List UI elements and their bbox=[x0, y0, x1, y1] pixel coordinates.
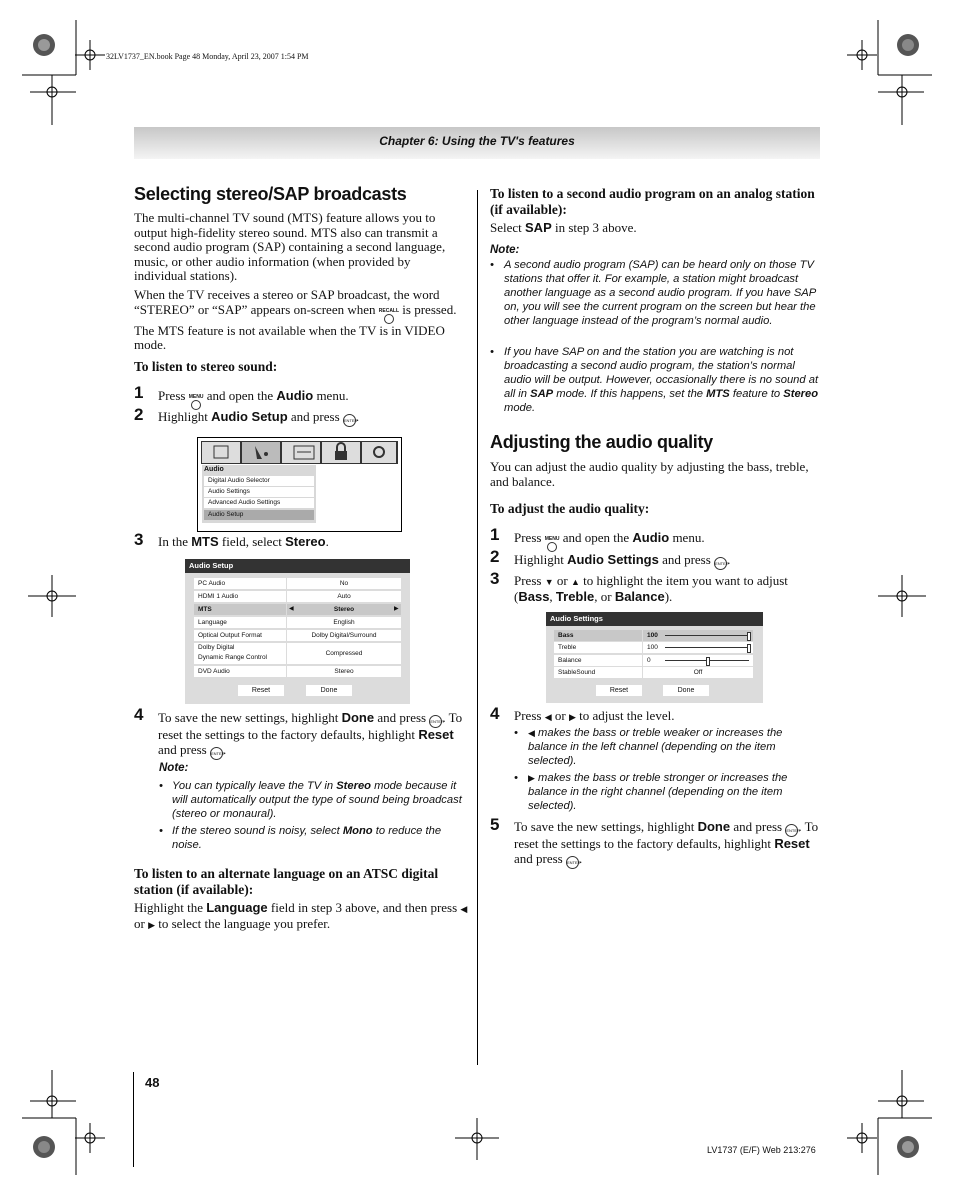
note-heading: Note: bbox=[490, 244, 520, 256]
setting-number: 100 bbox=[647, 644, 658, 651]
section-title-audio-quality: Adjusting the audio quality bbox=[490, 432, 713, 452]
level-slider[interactable] bbox=[665, 635, 749, 636]
done-button[interactable]: Done bbox=[306, 685, 352, 696]
setting-label: Bass bbox=[554, 630, 642, 641]
enter-button-icon: ENTER bbox=[429, 715, 442, 728]
setting-value[interactable]: Stereo bbox=[287, 666, 401, 677]
step-text: Highlight Audio Setup and press ENTER. bbox=[158, 410, 359, 427]
subheading-sap: To listen to a second audio program on an analog station (if available): bbox=[490, 186, 815, 217]
audio-settings-screen bbox=[546, 612, 763, 703]
left-arrow-icon: ◀ bbox=[544, 712, 552, 722]
enter-button-icon: ENTER bbox=[343, 414, 356, 427]
step-number: 4 bbox=[490, 704, 500, 723]
subheading-stereo: To listen to stereo sound: bbox=[134, 359, 278, 374]
step-number: 3 bbox=[134, 530, 144, 549]
left-arrow-icon[interactable]: ◀ bbox=[289, 606, 294, 612]
menu-item[interactable]: Advanced Audio Settings bbox=[204, 498, 314, 508]
note-bullet: • If the stereo sound is noisy, select Mono to reduce the noise. bbox=[159, 825, 442, 851]
step-number: 2 bbox=[134, 405, 144, 424]
slider-handle[interactable] bbox=[706, 657, 710, 666]
setting-value[interactable] bbox=[643, 642, 753, 653]
right-arrow-icon: ▶ bbox=[148, 919, 156, 930]
print-info: 32LV1737_EN.book Page 48 Monday, April 23, 2007 1:54 PM bbox=[106, 52, 309, 61]
setting-label: Optical Output Format bbox=[194, 630, 286, 641]
note-bullet: • If you have SAP on and the station you are watching is not broadcasting a second audio program, the station’s normal audio will be output. However, occasionally there is no sound at all in SAP mode. If this happens, set the MTS feature to Stereo mode. bbox=[490, 346, 819, 414]
right-arrow-icon[interactable]: ▶ bbox=[394, 606, 399, 612]
setting-label: HDMI 1 Audio bbox=[194, 591, 286, 602]
setting-value[interactable]: Dolby Digital/Surround bbox=[287, 630, 401, 641]
step-text: Press ◀ or ▶ to adjust the level. bbox=[514, 708, 675, 723]
level-slider[interactable] bbox=[665, 660, 749, 661]
menu-button-icon: MENU bbox=[189, 395, 204, 410]
level-bullet: • ▶ makes the bass or treble stronger or increases the balance in the right channel (depending on the item selected). bbox=[514, 772, 788, 812]
reset-button[interactable]: Reset bbox=[238, 685, 284, 696]
recall-button-icon: RECALL bbox=[379, 309, 399, 324]
setting-number: 100 bbox=[647, 632, 658, 639]
sap-text: Select SAP in step 3 above. bbox=[490, 220, 637, 235]
note-bullet: • You can typically leave the TV in Stereo mode because it will automatically output the type of sound being broadcast (stereo or monaural). bbox=[159, 780, 462, 820]
note-bullet: • A second audio program (SAP) can be heard only on those TV stations that offer it. For example, a station might broadcast another language as a second audio program. If you have SAP on, you will see the current program on the screen but hear the other language instead of the program’s normal audio. bbox=[490, 259, 816, 327]
setting-value[interactable]: Stereo bbox=[287, 604, 401, 615]
right-arrow-icon: ▶ bbox=[568, 712, 576, 722]
step-text: In the MTS field, select Stereo. bbox=[158, 534, 329, 549]
subheading-adjust: To adjust the audio quality: bbox=[490, 501, 650, 516]
reset-button[interactable]: Reset bbox=[596, 685, 642, 696]
enter-button-icon: ENTER bbox=[714, 557, 727, 570]
menu-item-selected[interactable]: Audio Setup bbox=[204, 510, 314, 520]
setting-value[interactable]: Off bbox=[643, 667, 753, 678]
setting-label: DVD Audio bbox=[194, 666, 286, 677]
setting-label: Treble bbox=[554, 642, 642, 653]
level-slider[interactable] bbox=[665, 647, 749, 648]
page-number-rule bbox=[133, 1072, 134, 1167]
page-number: 48 bbox=[145, 1075, 160, 1090]
setting-label: Balance bbox=[554, 655, 642, 666]
setting-label: Dolby Digital Dynamic Range Control bbox=[194, 643, 286, 664]
step-number: 3 bbox=[490, 569, 500, 588]
setting-label: PC Audio bbox=[194, 578, 286, 589]
step-text: To save the new settings, highlight Done and press ENTER. To reset the settings to the factory defaults, highlight Reset and press ENTER. bbox=[158, 711, 468, 760]
setting-value[interactable]: Auto bbox=[287, 591, 401, 602]
setting-value[interactable] bbox=[643, 630, 753, 641]
step-text: To save the new settings, highlight Done and press ENTER. To reset the settings to the factory defaults, highlight Reset and press ENTER. bbox=[514, 820, 824, 869]
audio-setup-screen bbox=[185, 559, 410, 704]
note-heading: Note: bbox=[159, 762, 189, 774]
footer-code: LV1737 (E/F) Web 213:276 bbox=[707, 1145, 816, 1155]
section-title-stereo-sap: Selecting stereo/SAP broadcasts bbox=[134, 184, 407, 204]
done-button[interactable]: Done bbox=[663, 685, 709, 696]
menu-item[interactable]: Audio Settings bbox=[204, 487, 314, 497]
setting-label: MTS bbox=[194, 604, 286, 615]
step-text: Press ▼ or ▲ to highlight the item you want to adjust (Bass, Treble, or Balance). bbox=[514, 573, 788, 604]
step-number: 5 bbox=[490, 815, 500, 834]
column-divider bbox=[477, 190, 478, 1065]
slider-handle[interactable] bbox=[747, 632, 751, 641]
screen-title: Audio Setup bbox=[189, 561, 234, 570]
setting-label: StableSound bbox=[554, 667, 642, 678]
menu-button-icon: MENU bbox=[545, 537, 560, 552]
setting-value[interactable]: No bbox=[287, 578, 401, 589]
chapter-header: Chapter 6: Using the TV's features bbox=[379, 134, 575, 148]
enter-button-icon: ENTER bbox=[785, 824, 798, 837]
step-number: 1 bbox=[134, 383, 144, 402]
subheading-alt-language: To listen to an alternate language on an ATSC digital station (if available): bbox=[134, 866, 439, 897]
enter-button-icon: ENTER bbox=[210, 747, 223, 760]
right-arrow-icon: ▶ bbox=[528, 773, 535, 783]
level-bullet: • ◀ makes the bass or treble weaker or increases the balance in the left channel (depending on the item selected). bbox=[514, 727, 783, 767]
up-arrow-icon: ▲ bbox=[570, 577, 580, 587]
alt-language-text: Highlight the Language field in step 3 above, and then press ◀ or ▶ to select the language you prefer. bbox=[134, 900, 468, 931]
menu-item[interactable]: Digital Audio Selector bbox=[204, 476, 314, 486]
audio-menu-screen bbox=[197, 437, 402, 532]
step-number: 2 bbox=[490, 547, 500, 566]
left-arrow-icon: ◀ bbox=[460, 904, 468, 914]
screen-title: Audio Settings bbox=[550, 614, 603, 623]
left-arrow-icon: ◀ bbox=[528, 728, 535, 738]
setting-value[interactable] bbox=[643, 655, 753, 666]
mts-paragraph: When the TV receives a stereo or SAP broadcast, the word “STEREO” or “SAP” appears on-screen when RECALL is pressed. The MTS feature is not available when the TV is in VIDEO mode. bbox=[134, 287, 457, 352]
step-text: Press MENU and open the Audio menu. bbox=[158, 389, 349, 410]
down-arrow-icon: ▼ bbox=[544, 577, 554, 587]
slider-handle[interactable] bbox=[747, 644, 751, 653]
menu-header: Audio bbox=[204, 466, 224, 473]
step-number: 1 bbox=[490, 525, 500, 544]
step-text: Press MENU and open the Audio menu. bbox=[514, 531, 705, 552]
step-number: 4 bbox=[134, 705, 144, 724]
intro-paragraph: The multi-channel TV sound (MTS) feature allows you to output high-fidelity stereo sound. MTS also can transmit a second audio program (SAP) containing a second language, music, or other audio information (when provided by individual stations). bbox=[134, 210, 446, 283]
setting-value[interactable]: Compressed bbox=[287, 643, 401, 664]
setting-label: Language bbox=[194, 617, 286, 628]
step-text: Highlight Audio Settings and press ENTER. bbox=[514, 553, 730, 570]
setting-value[interactable]: English bbox=[287, 617, 401, 628]
setting-number: 0 bbox=[647, 657, 651, 664]
audio-quality-paragraph: You can adjust the audio quality by adjusting the bass, treble, and balance. bbox=[490, 459, 809, 489]
enter-button-icon: ENTER bbox=[566, 856, 579, 869]
